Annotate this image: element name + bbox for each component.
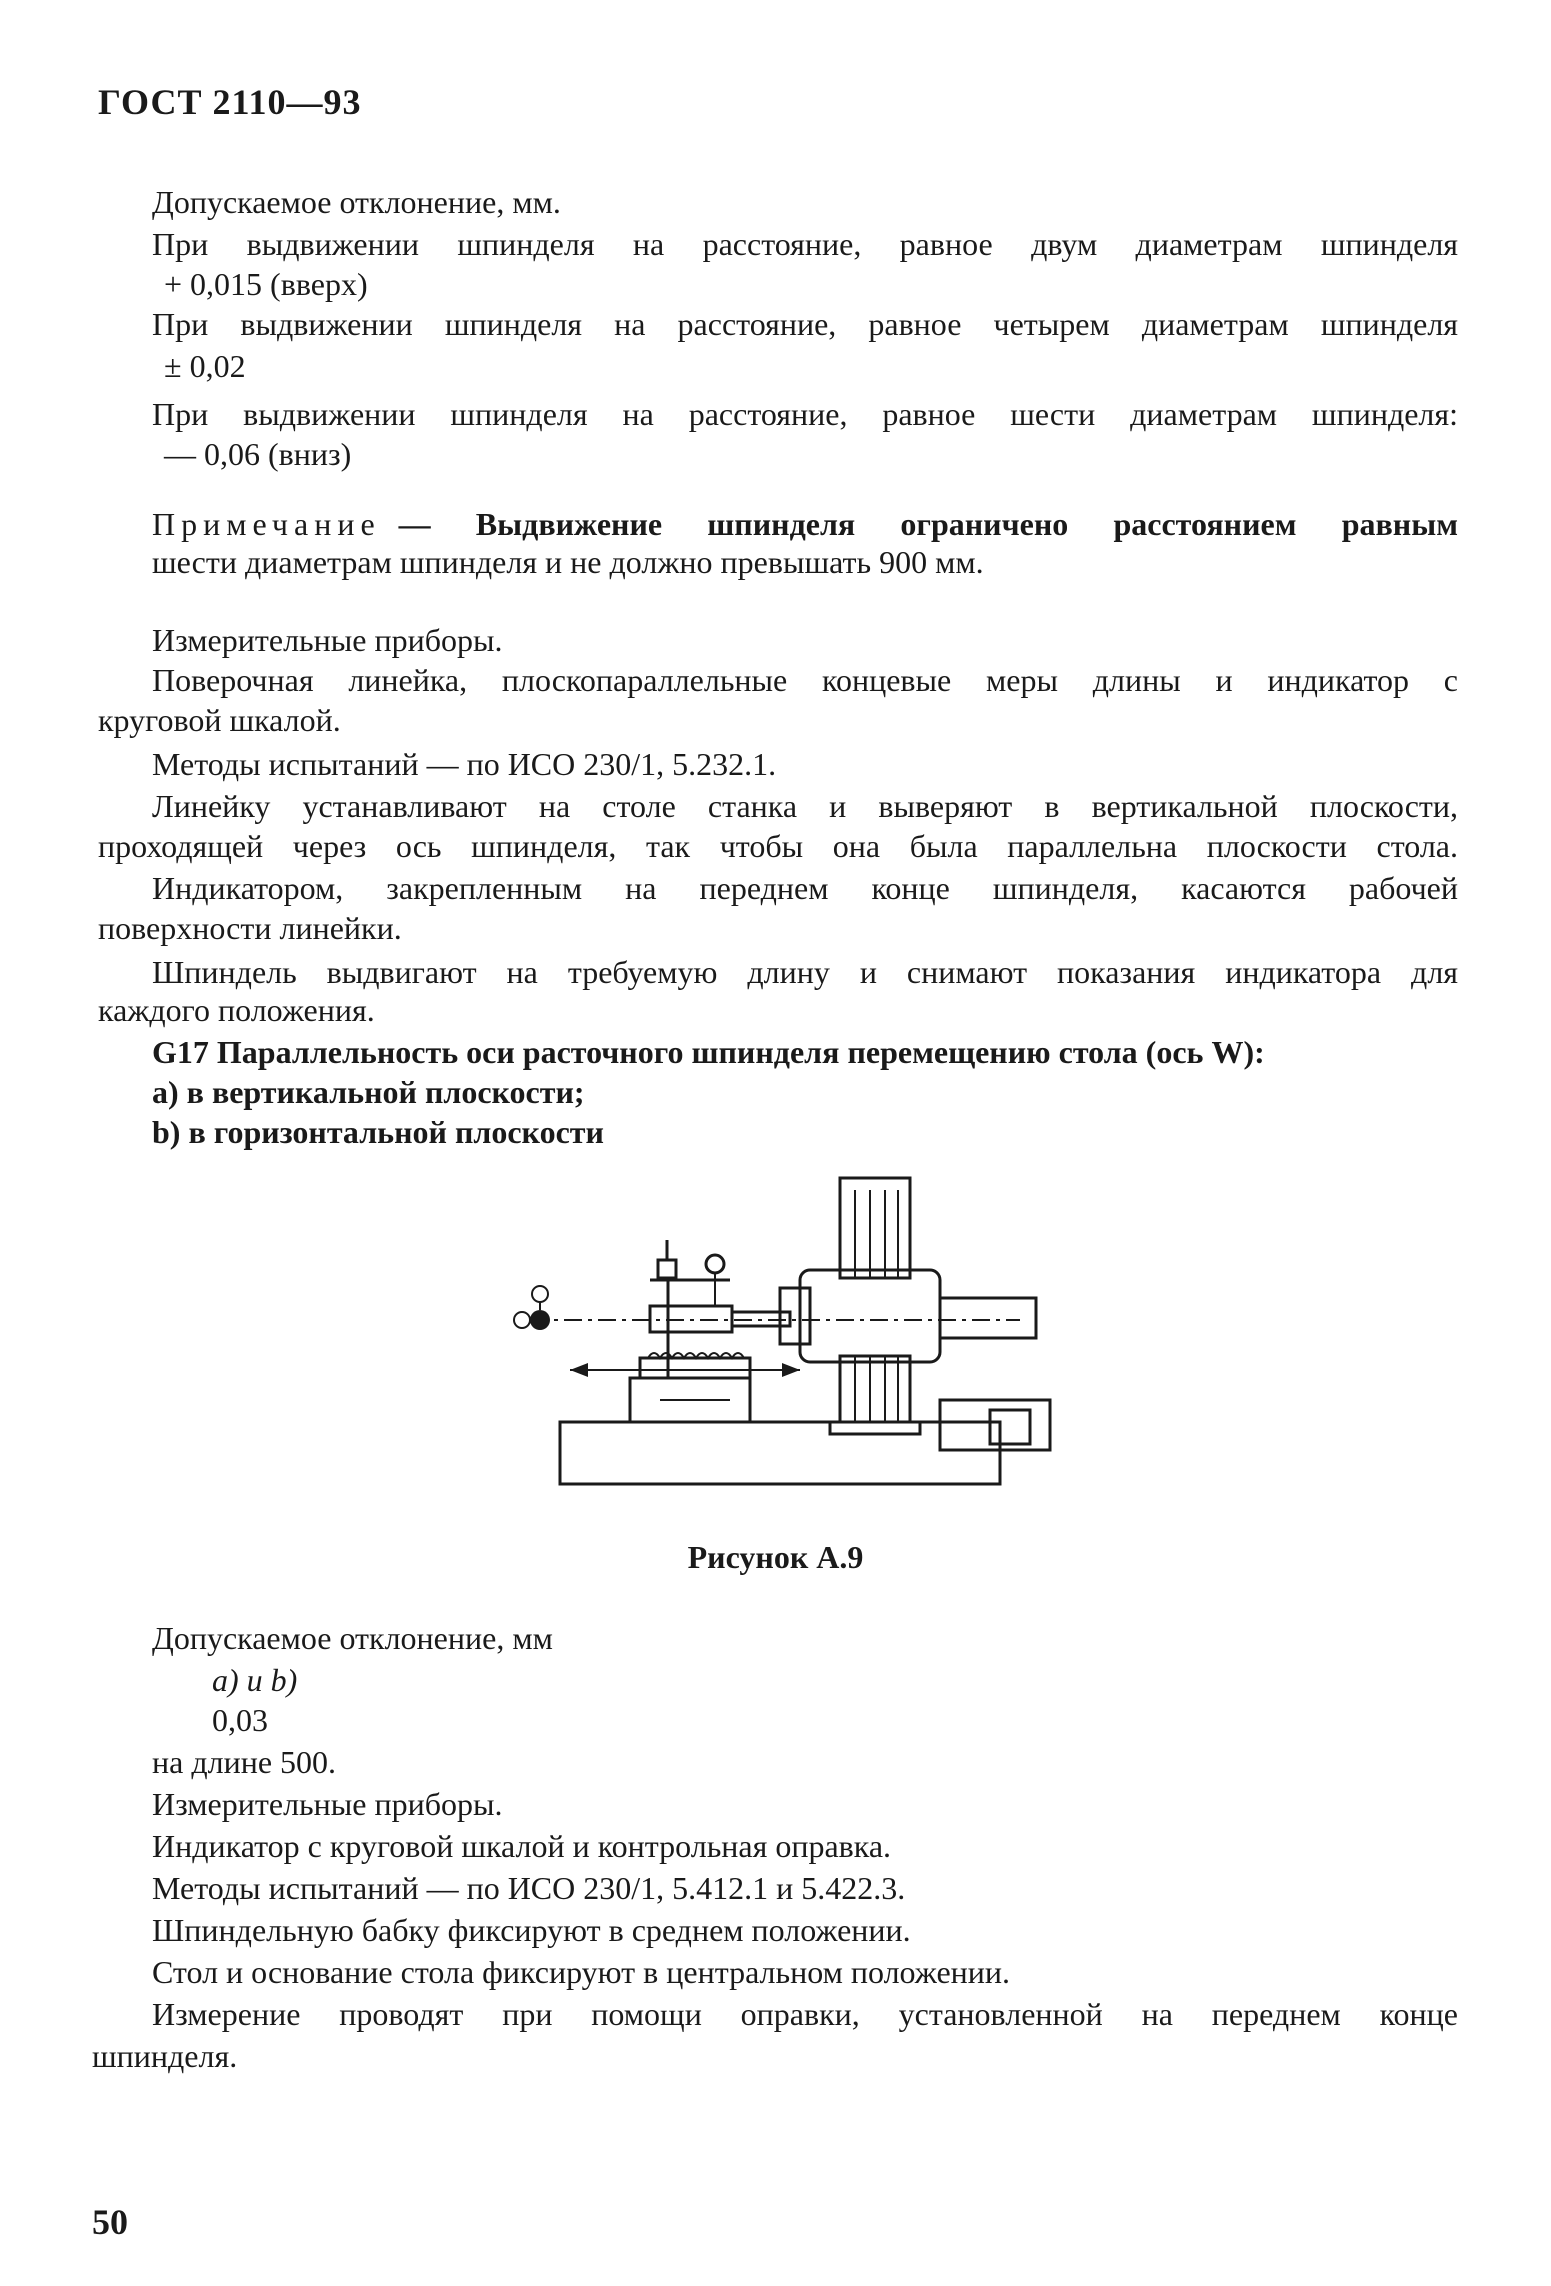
paragraph: Допускаемое отклонение, мм.	[152, 184, 561, 220]
section-heading: G17 Параллельность оси расточного шпинделя перемещению стола (ось W):	[152, 1034, 1265, 1070]
paragraph: Измерительные приборы.	[152, 1786, 503, 1822]
paragraph: Индикатором, закрепленным на переднем конце шпинделя, касаются рабочей	[152, 870, 1458, 906]
note-text: шести диаметрам шпинделя и не должно превышать 900 мм.	[152, 544, 984, 580]
paragraph: Стол и основание стола фиксируют в центральном положении.	[152, 1954, 1011, 1990]
paragraph: 0,03	[212, 1702, 268, 1738]
paragraph: проходящей через ось шпинделя, так чтобы она была параллельна плоскости стола.	[98, 828, 1458, 864]
spindle-nose	[780, 1288, 810, 1344]
machine-bed	[560, 1422, 1000, 1484]
list-item: b) в горизонтальной плоскости	[152, 1114, 604, 1150]
note-text: — Выдвижение шпинделя ограничено расстоянием равным	[398, 506, 1458, 542]
page-number: 50	[92, 2202, 128, 2242]
paragraph: Допускаемое отклонение, мм	[152, 1620, 553, 1656]
paragraph: Измерение проводят при помощи оправки, установленной на переднем конце	[152, 1996, 1458, 2032]
paragraph: шпинделя.	[92, 2038, 238, 2074]
indicator-square	[658, 1260, 676, 1278]
paragraph: ± 0,02	[164, 348, 246, 384]
paragraph: круговой шкалой.	[98, 702, 341, 738]
paragraph: — 0,06 (вниз)	[164, 436, 352, 472]
paragraph: При выдвижении шпинделя на расстояние, равное четырем диаметрам шпинделя	[152, 306, 1458, 342]
paragraph: Линейку устанавливают на столе станка и выверяют в вертикальной плоскости,	[152, 788, 1458, 824]
column-bottom	[840, 1356, 910, 1422]
paragraph: При выдвижении шпинделя на расстояние, равное двум диаметрам шпинделя	[152, 226, 1458, 262]
paragraph: Индикатор с круговой шкалой и контрольная оправка.	[152, 1828, 892, 1864]
column-top	[840, 1178, 910, 1278]
spindle-motor	[940, 1298, 1036, 1338]
paragraph: Методы испытаний — по ИСО 230/1, 5.412.1 и 5.422.3.	[152, 1870, 906, 1906]
paragraph: на длине 500.	[152, 1744, 337, 1780]
paragraph: + 0,015 (вверх)	[164, 266, 368, 302]
spindle-head	[800, 1270, 940, 1362]
figure-caption: Рисунок А.9	[687, 1539, 864, 1575]
paragraph: Шпиндельную бабку фиксируют в среднем положении.	[152, 1912, 911, 1948]
paragraph: Измерительные приборы.	[152, 622, 503, 658]
list-item: а) в вертикальной плоскости;	[152, 1074, 585, 1110]
paragraph: Методы испытаний — по ИСО 230/1, 5.232.1.	[152, 746, 777, 782]
paragraph: а) и b)	[212, 1662, 298, 1698]
direction-symbol	[514, 1312, 530, 1328]
paragraph: поверхности линейки.	[98, 910, 402, 946]
paragraph: Шпиндель выдвигают на требуемую длину и снимают показания индикатора для	[152, 954, 1458, 990]
paragraph: При выдвижении шпинделя на расстояние, равное шести диаметрам шпинделя:	[152, 396, 1458, 432]
indicator-dial	[706, 1255, 724, 1273]
paragraph: Поверочная линейка, плоскопараллельные концевые меры длины и индикатор с	[152, 662, 1458, 698]
note-label: Примечание	[152, 506, 381, 542]
figure-machine-diagram	[500, 1160, 1060, 1520]
paragraph: каждого положения.	[98, 992, 375, 1028]
page-header: ГОСТ 2110—93	[98, 82, 362, 122]
